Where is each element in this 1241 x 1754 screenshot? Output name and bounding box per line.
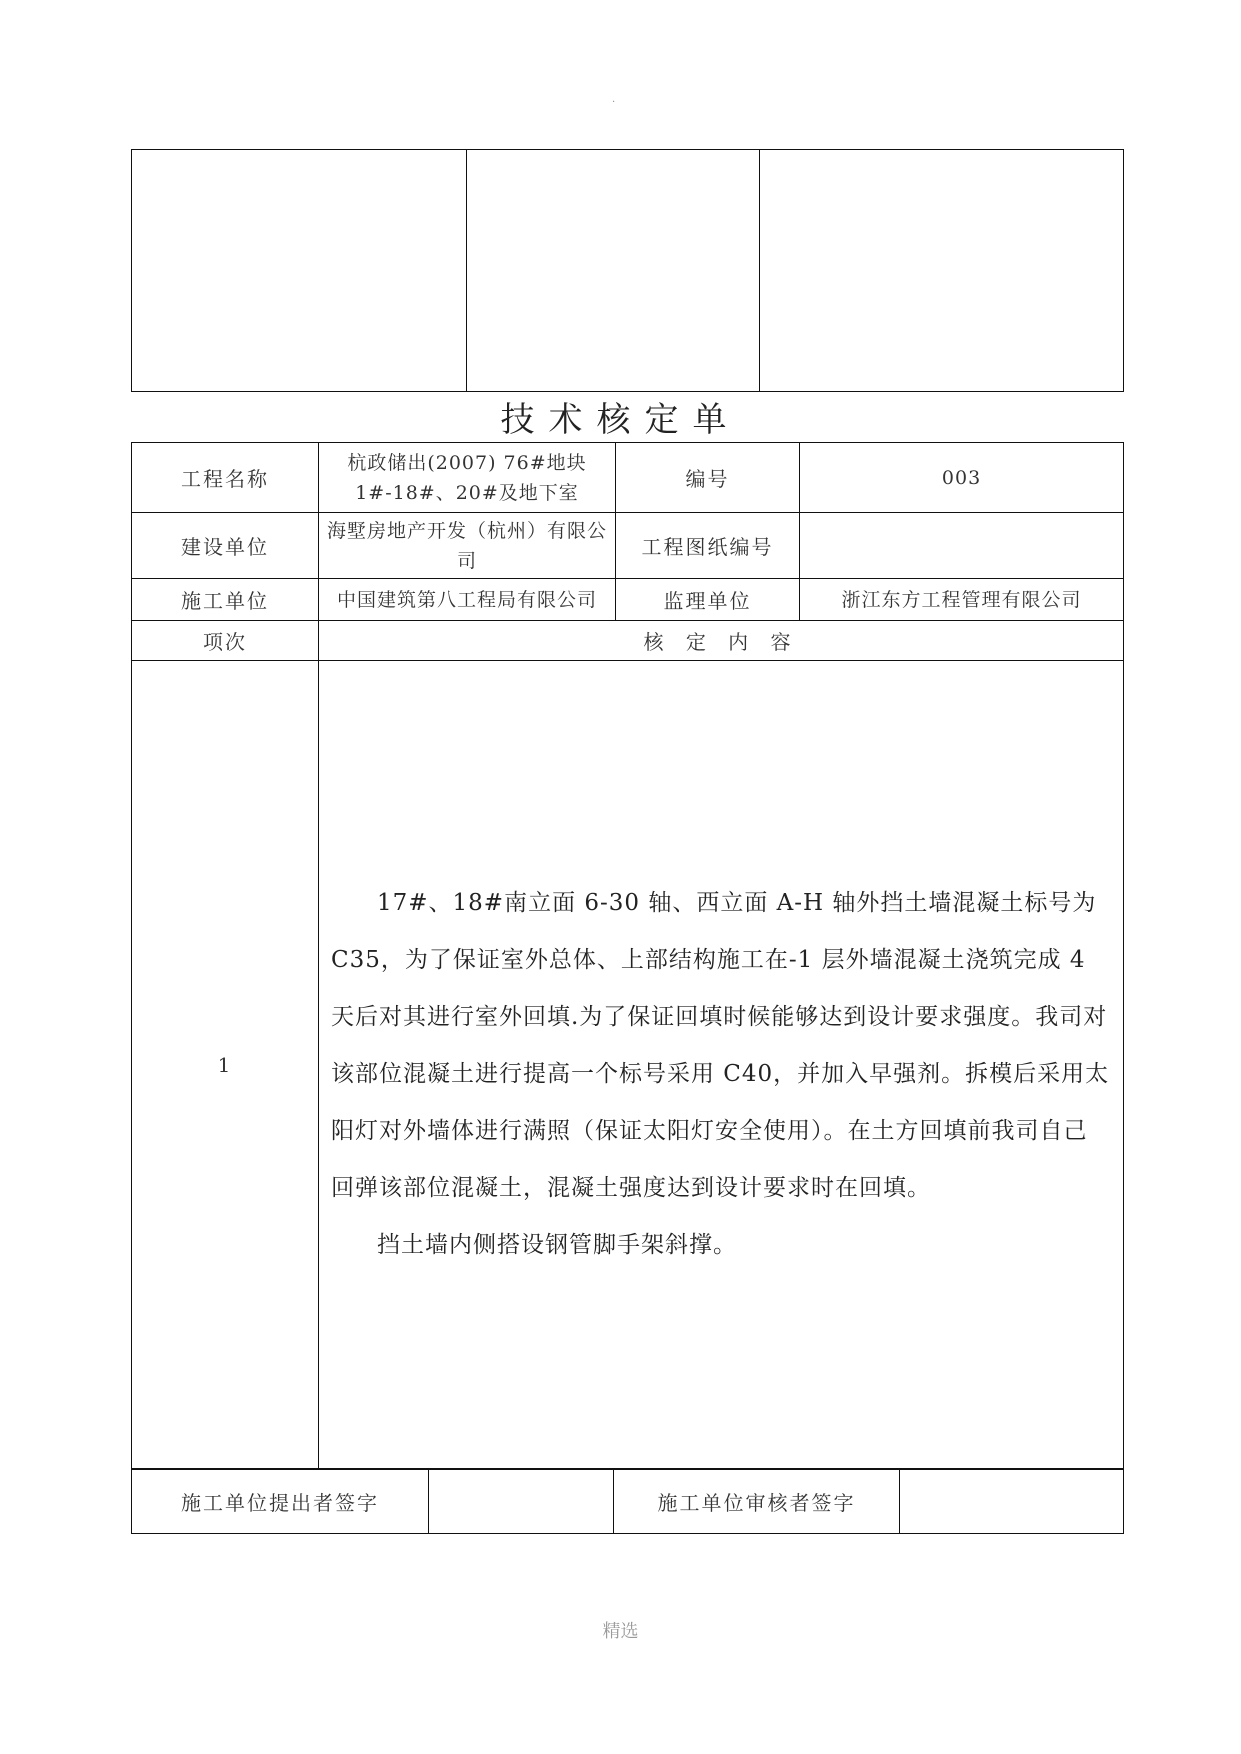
item-number: 1	[132, 661, 319, 1469]
reviewer-signature-field[interactable]	[900, 1470, 1124, 1534]
signature-table	[131, 1469, 1124, 1534]
project-name-label: 工程名称	[132, 443, 319, 513]
supervisor-value: 浙江东方工程管理有限公司	[800, 579, 1124, 621]
owner-value: 海墅房地产开发（杭州）有限公司	[319, 513, 616, 579]
blank-cell-3	[760, 150, 1124, 392]
drawing-no-value	[800, 513, 1124, 579]
project-name-value: 杭政储出(2007) 76#地块 1#-18#、20#及地下室	[319, 443, 616, 513]
contractor-value: 中国建筑第八工程局有限公司	[319, 579, 616, 621]
drawing-no-label: 工程图纸编号	[616, 513, 800, 579]
blank-cell-1	[132, 150, 467, 392]
header-mark: .	[612, 94, 616, 105]
contractor-label: 施工单位	[132, 579, 319, 621]
proposer-signature-label: 施工单位提出者签字	[132, 1470, 429, 1534]
item-label: 项次	[132, 621, 319, 661]
info-table	[131, 442, 1124, 1469]
blank-cell-2	[467, 150, 760, 392]
number-label: 编号	[616, 443, 800, 513]
reviewer-signature-label: 施工单位审核者签字	[614, 1470, 900, 1534]
footer-watermark: 精选	[602, 1621, 639, 1642]
owner-label: 建设单位	[132, 513, 319, 579]
proposer-signature-field[interactable]	[429, 1470, 614, 1534]
content-label: 核 定 内 容	[319, 621, 1124, 661]
top-blank-table	[131, 149, 1124, 392]
page-title: 技术核定单	[500, 400, 741, 440]
number-value: 003	[800, 443, 1124, 513]
content-paragraph-2: 挡土墙内侧搭设钢管脚手架斜撑。	[377, 1232, 737, 1258]
supervisor-label: 监理单位	[616, 579, 800, 621]
content-paragraph-1: 17#、18#南立面 6-30 轴、西立面 A-H 轴外挡土墙混凝土标号为 C35，为了保证室外总体、上部结构施工在-1 层外墙混凝土浇筑完成 4 天后对其进行室外回填.为了保证回填时候能够达到设计要求强度。我司对该部位混凝土进行提高一个标号采用 C40，并加入早强剂。拆模后采用太阳灯对外墙体进行满照（保证太阳灯安全使用）。在土方回填前我司自己回弹该部位混凝土，混凝土强度达到设计要求时在回填。	[331, 890, 1110, 1201]
item-content	[319, 661, 1124, 1469]
